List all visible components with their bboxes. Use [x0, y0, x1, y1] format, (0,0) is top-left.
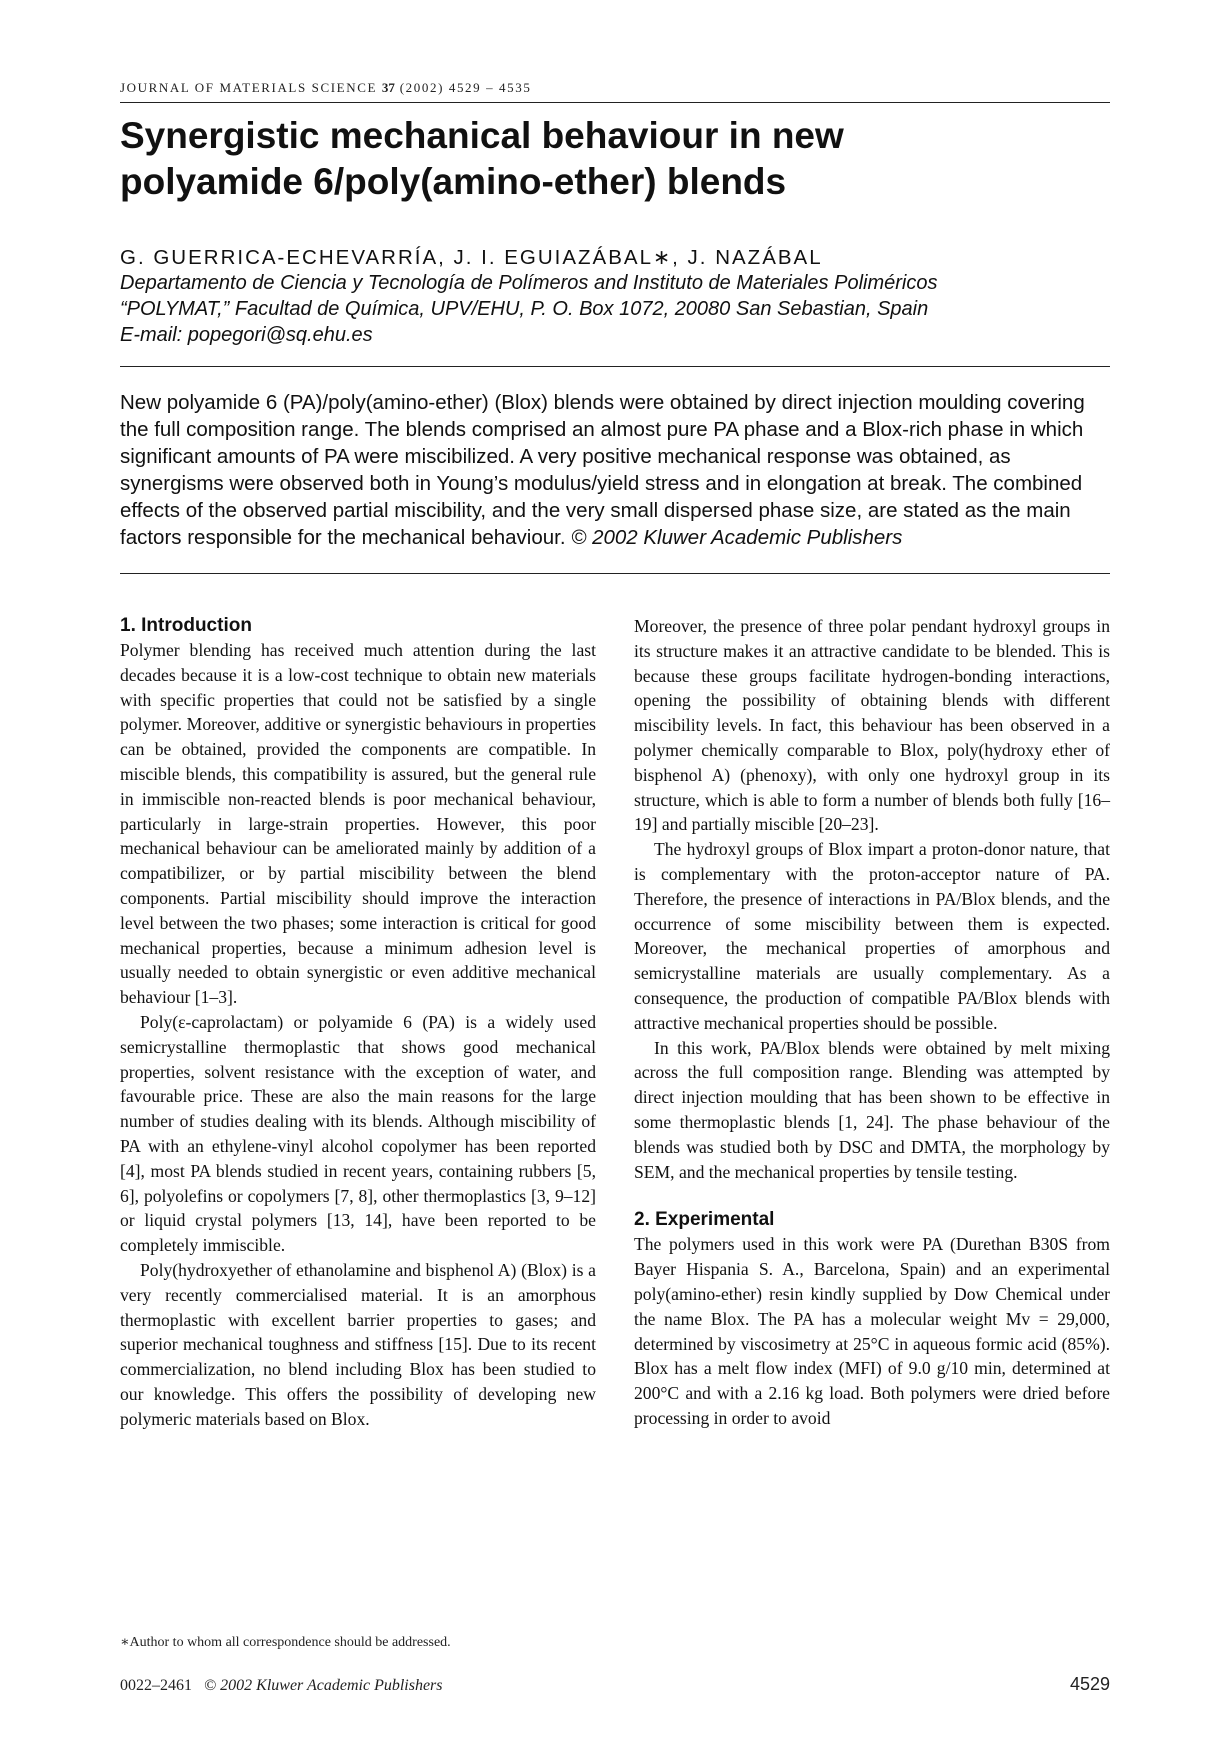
paragraph: The hydroxyl groups of Blox impart a proton-donor nature, that is complementary with the proton-acceptor nature of PA. Therefore, the presence of interactions in PA/Blox blends, and the occurrence of some miscibility between them is expected. Moreover, the mechanical properties of amorphous and semicrystalline materials are usually complementary. As a consequence, the production of compatible PA/Blox blends with attractive mechanical properties should be possible.	[634, 839, 1110, 1033]
footer-publication-info	[120, 1677, 443, 1695]
abstract	[120, 389, 1110, 551]
paragraph: Poly(hydroxyether of ethanolamine and bisphenol A) (Blox) is a very recently commercialised material. It is an amorphous thermoplastic with excellent barrier properties to gases; and superior mechanical toughness and stiffness [15]. Due to its recent commercialization, no blend including Blox has been studied to our knowledge. This offers the possibility of developing new polymeric materials based on Blox.	[120, 1259, 596, 1429]
paragraph: Polymer blending has received much attention during the last decades because it is a low-cost technique to obtain new materials with specific properties that could not be satisfied by a single polymer. Moreover, additive or synergistic behaviours in properties can be obtained, provided the components are compatible. In miscible blends, this compatibility is assured, but the general rule in immiscible non-reacted blends is poor mechanical behaviour, particularly in large-strain properties. However, this poor mechanical behaviour can be ameliorated mainly by addition of a compatibilizer, or by partial miscibility between the blend components. Partial miscibility should improve the interaction level between the two phases; some interaction is critical for good mechanical properties, because a minimum adhesion level is usually needed to obtain synergistic or even additive mechanical behaviour [1–3].	[120, 640, 596, 1008]
paper-page	[120, 80, 1110, 1432]
affiliation-line-2: “POLYMAT,” Facultad de Química, UPV/EHU, P. O. Box 1072, 20080 San Sebastian, Spain	[120, 298, 929, 320]
section-heading-introduction: 1. Introduction	[120, 615, 252, 636]
page-number: 4529	[1069, 1674, 1110, 1694]
paragraph: Poly(ε-caprolactam) or polyamide 6 (PA) is a widely used semicrystalline thermoplastic that shows good mechanical properties, solvent resistance with the exception of water, and favourable price. These are also the main reasons for the large number of studies dealing with its blends. Although miscibility of PA with an ethylene-vinyl alcohol copolymer has been reported [4], most PA blends studied in recent years, containing rubbers [5, 6], polyolefins or copolymers [7, 8], other thermoplastics [3, 9–12] or liquid crystal polymers [13, 14], have been reported to be completely immiscible.	[120, 1011, 596, 1256]
footer-issn: 0022–2461	[120, 1677, 192, 1694]
paragraph: In this work, PA/Blox blends were obtained by melt mixing across the full composition range. Blending was attempted by direct injection moulding that has been shown to be effective in some thermoplastic blends [1, 24]. The phase behaviour of the blends was studied both by DSC and DMTA, the morphology by SEM, and the mechanical properties by tensile testing.	[634, 1037, 1110, 1182]
paper-title	[120, 113, 1110, 205]
affiliation-email: E-mail: popegori@sq.ehu.es	[120, 324, 373, 346]
abstract-text: New polyamide 6 (PA)/poly(amino-ether) (Blox) blends were obtained by direct injection moulding covering the full composition range. The blends comprised an almost pure PA phase and a Blox-rich phase in which significant amounts of PA were miscibilized. A very positive mechanical response was obtained, as synergisms were observed both in Young’s modulus/yield stress and in elongation at break. The combined effects of the observed partial miscibility, and the very small dispersed phase size, are stated as the main factors responsible for the mechanical behaviour.	[120, 391, 1085, 549]
journal-year-pages: (2002) 4529 – 4535	[399, 80, 532, 95]
author-list: G. GUERRICA-ECHEVARRÍA, J. I. EGUIAZÁBAL∗, J. NAZÁBAL	[120, 246, 823, 269]
footer-copyright: © 2002 Kluwer Academic Publishers	[204, 1677, 443, 1694]
divider-bottom	[120, 573, 1110, 574]
journal-name: JOURNAL OF MATERIALS SCIENCE	[120, 80, 378, 95]
left-column	[120, 614, 596, 1432]
divider-top	[120, 366, 1110, 367]
page-footer	[120, 1674, 1110, 1695]
paragraph: Moreover, the presence of three polar pendant hydroxyl groups in its structure makes it an attractive candidate to be blended. This is because these groups facilitate hydrogen-bonding interactions, opening the possibility of obtaining blends with different miscibility levels. In fact, this behaviour has been observed in a polymer chemically comparable to Blox, poly(hydroxy ether of bisphenol A) (phenoxy), with only one hydroxyl group in its structure, which is able to form a number of blends both fully [16–19] and partially miscible [20–23].	[634, 616, 1110, 835]
paragraph: The polymers used in this work were PA (Durethan B30S from Bayer Hispania S. A., Barcelona, Spain) and an experimental poly(amino-ether) resin kindly supplied by Dow Chemical under the name Blox. The PA has a molecular weight Mv = 29,000, determined by viscosimetry at 25°C in aqueous formic acid (85%). Blox has a melt flow index (MFI) of 9.0 g/10 min, determined at 200°C and with a 2.16 kg load. Both polymers were dried before processing in order to avoid	[634, 1234, 1110, 1428]
affiliation-line-1: Departamento de Ciencia y Tecnología de Polímeros and Instituto de Materiales Poliméricos	[120, 272, 938, 294]
title-line-2: polyamide 6/poly(amino-ether) blends	[120, 161, 787, 202]
title-line-1: Synergistic mechanical behaviour in new	[120, 115, 844, 156]
abstract-copyright: © 2002 Kluwer Academic Publishers	[571, 526, 903, 549]
affiliation	[120, 270, 1110, 348]
section-heading-experimental: 2. Experimental	[634, 1209, 775, 1231]
section-spacer	[634, 1184, 1110, 1208]
body-columns	[120, 614, 1110, 1432]
journal-volume: 37	[381, 80, 395, 95]
journal-header	[120, 80, 1110, 103]
footnote: ∗Author to whom all correspondence should be addressed.	[120, 1635, 451, 1650]
right-column	[634, 614, 1110, 1432]
